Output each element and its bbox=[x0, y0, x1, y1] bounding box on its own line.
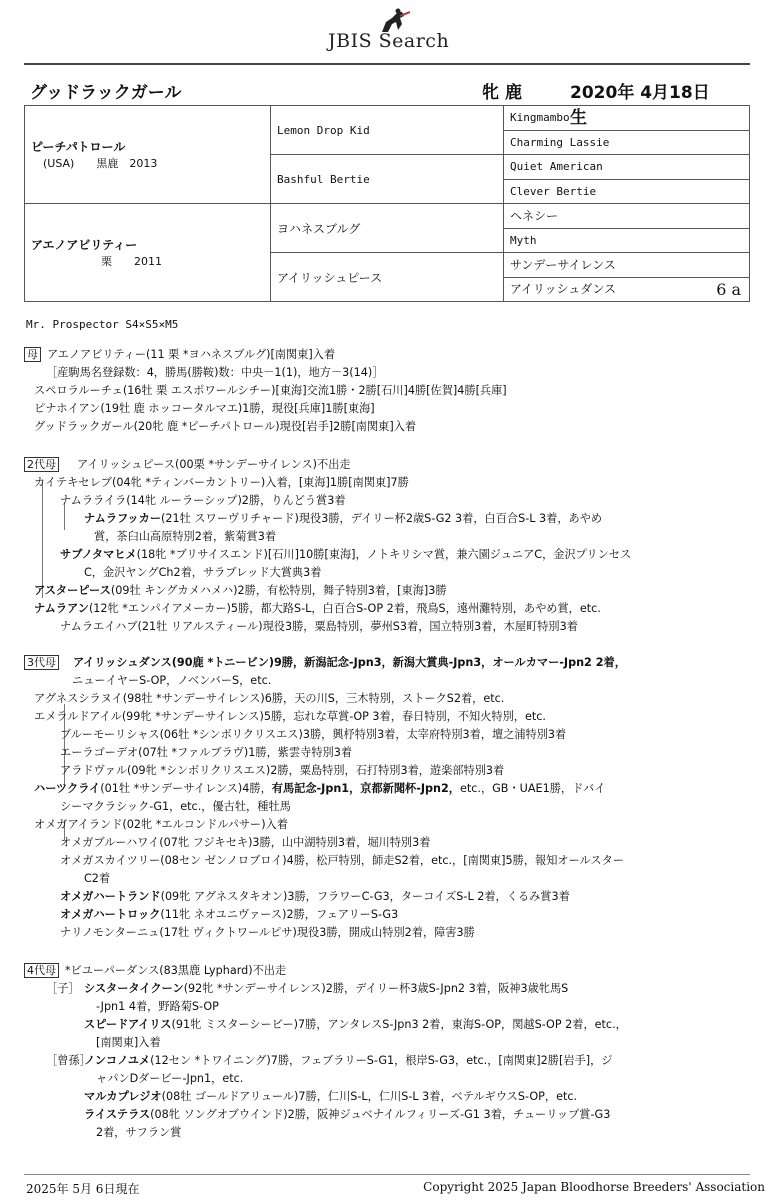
progeny-line: オメガスカイツリー(08セン ゼンノロブロイ)4勝，松戸特別，師走S2着，etc.，[南関東]5勝，報知オールスター bbox=[60, 854, 624, 867]
progeny-line: ナムラエイハブ(21牡 リアルスティール)現役3勝，粟島特別，夢州S3着，国立特別3着，木屋町特別3着 bbox=[60, 620, 578, 633]
progeny-line: エメラルドアイル(99牝 *サンデーサイレンス)5勝，忘れな草賞-OP 3着，春日特別，不知火特別，etc. bbox=[34, 710, 546, 723]
horse-name-bold[interactable]: オメガハートロック bbox=[60, 908, 161, 921]
section-tag: 3代母 bbox=[24, 655, 59, 670]
progeny-record: (09牝 アグネスタキオン)3勝，フラワーC-G3，ターコイズS-L 2着，くるみ賞3着 bbox=[160, 890, 570, 903]
progeny-line: ャパンDダービー-Jpn1，etc. bbox=[96, 1072, 244, 1085]
dam-record: アエノアビリティー(11 栗 *ヨハネスブルグ)[南関東]入着 bbox=[47, 348, 336, 361]
progeny-record: (12牝 *エンパイアメーカー)5勝，都大路S-L，白百合S-OP 2着，飛鳥S，遠州灘特別，あやめ賞，etc. bbox=[88, 602, 601, 615]
child-label: ［子］ bbox=[46, 982, 80, 995]
progeny-line: ナムラライラ(14牝 ルーラーシップ)2勝，りんどう賞3着 bbox=[60, 494, 346, 507]
dam-info: 栗 2011 bbox=[101, 255, 162, 268]
section-2nd-dam bbox=[24, 456, 750, 636]
pedigree-g3-5[interactable]: ヘネシー bbox=[504, 204, 750, 229]
pedigree-sire-dam[interactable]: Bashful Bertie bbox=[271, 155, 504, 204]
pedigree-g3-3[interactable]: Quiet American bbox=[504, 155, 750, 180]
jbis-logo[interactable] bbox=[328, 8, 458, 54]
inbreeding-note: Mr. Prospector S4×S5×M5 bbox=[26, 318, 179, 331]
pedigree-g3-6[interactable]: Myth bbox=[504, 228, 750, 253]
progeny-record: etc.，GB・UAE1勝，ドバイ bbox=[459, 782, 606, 795]
pedigree-table bbox=[24, 105, 750, 302]
section-4th-dam bbox=[24, 962, 750, 1142]
dam-name[interactable]: アエノアビリティー bbox=[31, 238, 138, 252]
logo-text: JBIS Search bbox=[328, 30, 450, 52]
footer-copyright: Copyright 2025 Japan Bloodhorse Breeders' Association bbox=[423, 1180, 765, 1194]
pedigree-g3-8[interactable] bbox=[504, 277, 750, 302]
progeny-record: (12セン *トワイニング)7勝，フェブラリーS-G1，根岸S-G3，etc.，[南関東]2勝[岩手]，ジ bbox=[150, 1054, 613, 1067]
header-divider bbox=[24, 63, 750, 65]
progeny-line: 2着，サフラン賞 bbox=[96, 1126, 182, 1139]
progeny-line: カイテキセレブ(04牝 *ティンバーカントリー)入着，[東海]1勝[南関東]7勝 bbox=[34, 476, 409, 489]
section-dam bbox=[24, 346, 750, 436]
3rd-dam-record-cont: ニューイヤーS-OP，ノベンバーS，etc. bbox=[72, 674, 272, 687]
horse-birth-date: 2020年 4月18日生 bbox=[570, 83, 710, 128]
progeny-line: ブルーモーリシャス(06牡 *シンボリクリスエス)3勝，興杼特別3着，太宰府特別3着，壇之浦特別3着 bbox=[60, 728, 567, 741]
sire-info: (USA) 黒鹿 2013 bbox=[43, 157, 158, 170]
progeny-line: ピナホイアン(19牡 鹿 ホッコータルマエ)1勝，現役[兵庫]1勝[東海] bbox=[34, 402, 375, 415]
horse-name: グッドラックガール bbox=[30, 83, 182, 103]
progeny-record: (08牡 ゴールドアリュール)7勝，仁川S-L，仁川S-L 3着，ベテルギウスS-OP，etc. bbox=[161, 1090, 578, 1103]
progeny-line: 賞，茶臼山高原特別2着，紫菊賞3着 bbox=[94, 530, 277, 543]
horse-name-bold[interactable]: ナムラフッカー bbox=[84, 512, 161, 525]
progeny-line: エーラゴーデオ(07牡 *ファルブラヴ)1勝，紫雲寺特別3着 bbox=[60, 746, 353, 759]
progeny-line: スペロラルーチェ(16牡 栗 エスポワールシチー)[東海]交流1勝・2勝[石川]4勝[佐賀]4勝[兵庫] bbox=[34, 384, 507, 397]
family-number: 6 a bbox=[716, 279, 741, 299]
progeny-line: [南関東]入着 bbox=[96, 1036, 161, 1049]
progeny-record: (08牝 ソングオブウインド)2勝，阪神ジュベナイルフィリーズ-G1 3着，チューリップ賞-G3 bbox=[150, 1108, 611, 1121]
pedigree-sire-sire[interactable]: Lemon Drop Kid bbox=[271, 106, 504, 155]
progeny-record-bold: 有馬記念-Jpn1，京都新聞杯-Jpn2， bbox=[271, 782, 460, 795]
pedigree-sire[interactable] bbox=[25, 106, 271, 204]
great-grandchild-label: ［曾孫］ bbox=[46, 1054, 91, 1067]
3rd-dam-record: (90鹿 *トニービン)9勝，新潟記念-Jpn3，新潟大賞典-Jpn3，オールカマー-Jpn2 2着， bbox=[171, 656, 626, 669]
horse-name-bold[interactable]: ナムラアン bbox=[34, 602, 89, 615]
footer-divider bbox=[24, 1174, 750, 1175]
progeny-line: C，金沢ヤングCh2着，サラブレッド大賞典3着 bbox=[84, 566, 322, 579]
progeny-record: (91牝 ミスターシービー)7勝，アンタレスS-Jpn3 2着，東海S-OP，関越S-OP 2着，etc.， bbox=[171, 1018, 627, 1031]
pedigree-dam-dam[interactable]: アイリッシュピース bbox=[271, 253, 504, 302]
section-tag: 2代母 bbox=[24, 457, 59, 472]
pedigree-g3-2[interactable]: Charming Lassie bbox=[504, 130, 750, 155]
horse-name-bold[interactable]: アイリッシュダンス bbox=[73, 656, 172, 669]
progeny-record: (01牡 *サンデーサイレンス)4勝， bbox=[100, 782, 272, 795]
pedigree-dam[interactable] bbox=[25, 204, 271, 302]
horse-name-bold[interactable]: ライステラス bbox=[84, 1108, 151, 1121]
progeny-record: (21牡 スワーヴリチャード)現役3勝，デイリー杯2歳S-G2 3着，白百合S-L 3着，あやめ bbox=[160, 512, 603, 525]
progeny-line: シーマクラシック-G1，etc.，優古牡，種牡馬 bbox=[60, 800, 291, 813]
sire-name[interactable]: ピーチパトロール bbox=[31, 140, 126, 154]
pedigree-g3-4[interactable]: Clever Bertie bbox=[504, 179, 750, 204]
progeny-line: アグネスシラヌイ(98牡 *サンデーサイレンス)6勝，天の川S，三木特別，ストークS2着，etc. bbox=[34, 692, 505, 705]
progeny-record: (92牝 *サンデーサイレンス)2勝，デイリー杯3歳S-Jpn2 3着，阪神3歳牝馬S bbox=[183, 982, 569, 995]
progeny-record: (11牝 ネオユニヴァース)2勝，フェアリーS-G3 bbox=[160, 908, 399, 921]
horse-name-bold[interactable]: サブノタマヒメ bbox=[60, 548, 137, 561]
progeny-line: オメガアイランド(02牝 *エルコンドルパサー)入着 bbox=[34, 818, 288, 831]
horse-sex-color: 牝鹿 bbox=[482, 83, 528, 103]
horse-name-bold[interactable]: シスタータイクーン bbox=[84, 982, 184, 995]
section-tag: 母 bbox=[24, 347, 41, 362]
horse-name-bold[interactable]: オメガハートランド bbox=[60, 890, 161, 903]
dam-progeny-summary: ［産駒馬名登録数：4，勝馬(勝鞍)数：中央－1(1)，地方－3(14)］ bbox=[46, 366, 384, 379]
horse-name-bold[interactable]: マルカプレジオ bbox=[84, 1090, 162, 1103]
progeny-line: C2着 bbox=[84, 872, 111, 885]
section-3rd-dam bbox=[24, 654, 750, 942]
progeny-line: ナリノモンターニュ(17牡 ヴィクトワールピサ)現役3勝，開成山特別2着，障害3勝 bbox=[60, 926, 475, 939]
progeny-record: (09牡 キングカメハメハ)2勝，有松特別，舞子特別3着，[東海]3勝 bbox=[110, 584, 447, 597]
pedigree-g3-7[interactable]: サンデーサイレンス bbox=[504, 253, 750, 278]
horse-name-bold[interactable]: アスターピース bbox=[34, 584, 111, 597]
pedigree-g3-1[interactable]: Kingmambo bbox=[504, 106, 750, 131]
progeny-record: (18牝 *ブリサイスエンド)[石川]10勝[東海]，ノトキリシマ賞，兼六園ジュニアC，金沢プリンセス bbox=[136, 548, 632, 561]
horse-name-bold[interactable]: スピードアイリス bbox=[84, 1018, 172, 1031]
4th-dam-record: *ビユーパーダンス(83黒鹿 Lyphard)不出走 bbox=[65, 964, 287, 977]
progeny-line: アラドヴァル(09牝 *シンボリクリスエス)2勝，粟島特別，石打特別3着，遊楽部特別3着 bbox=[60, 764, 505, 777]
horse-name-bold[interactable]: ハーツクライ bbox=[34, 782, 101, 795]
horse-name-bold[interactable]: ノンコノユメ bbox=[84, 1054, 151, 1067]
pedigree-dam-sire[interactable]: ヨハネスブルグ bbox=[271, 204, 504, 253]
progeny-line: オメガブルーハワイ(07牝 フジキセキ)3勝，山中湖特別3着，堀川特別3着 bbox=[60, 836, 431, 849]
progeny-line: -Jpn1 4着，野路菊S-OP bbox=[96, 1000, 219, 1013]
2nd-dam-record: アイリッシュピース(00栗 *サンデーサイレンス)不出走 bbox=[77, 458, 351, 471]
footer-date: 2025年 5月 6日現在 bbox=[26, 1182, 140, 1196]
pedigree-g3-8-name[interactable]: アイリッシュダンス bbox=[510, 281, 616, 296]
section-tag: 4代母 bbox=[24, 963, 59, 978]
progeny-line: グッドラックガール(20牝 鹿 *ピーチパトロール)現役[岩手]2勝[南関東]入着 bbox=[34, 420, 417, 433]
